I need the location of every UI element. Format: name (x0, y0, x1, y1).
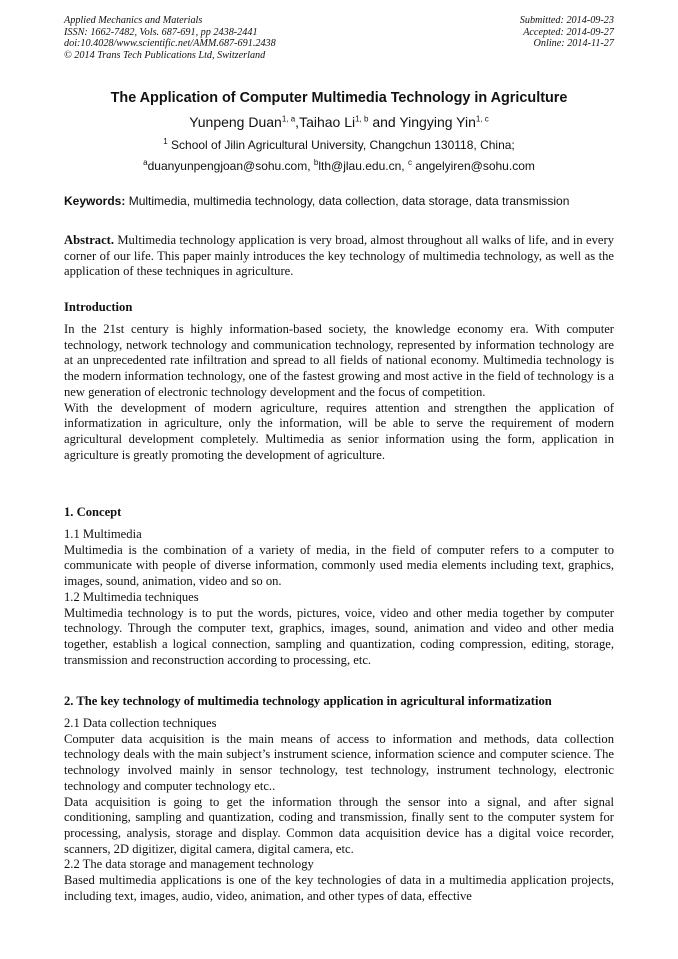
publication-dates (520, 15, 614, 50)
email-c-sup: c (407, 158, 412, 167)
doi: doi:10.4028/www.scientific.net/AMM.687-691.2438 (64, 38, 276, 50)
introduction-paragraph-2: With the development of modern agriculture, requires attention and strengthen the application of informatization in agriculture, only the information, will be able to serve the requirement of modern agricultural development completely. Multimedia as senior information using the form, application in agriculture is greatly promoting the development of agriculture. (64, 400, 614, 462)
introduction-heading: Introduction (64, 300, 133, 314)
author-2: Taihao Li (299, 114, 356, 130)
key-technology-section (64, 716, 614, 904)
author-emails (0, 159, 678, 173)
affiliation-sup: 1 (163, 137, 168, 146)
concept-section (64, 527, 614, 668)
data-collection-paragraph-1: Computer data acquisition is the main means of access to information and methods, data collection technology deals with the main subject’s instrument science, information science and computer science. The technology involved mainly in sensor technology, test technology, instrument technology, electronic technology and computer technology etc.. (64, 731, 614, 793)
abstract (64, 233, 614, 280)
keywords-text: Multimedia, multimedia technology, data collection, data storage, data transmission (128, 194, 570, 208)
concept-heading: 1. Concept (64, 505, 122, 519)
author-2-sup: 1, b (355, 114, 369, 124)
submitted-date: Submitted: 2014-09-23 (519, 15, 614, 26)
journal-name: Applied Mechanics and Materials (64, 15, 203, 26)
affiliation-text: School of Jilin Agricultural University, Changchun 130118, China; (171, 138, 515, 152)
author-3-sup: 1, c (475, 114, 489, 124)
keywords-label: Keywords: (64, 194, 126, 208)
email-a[interactable]: duanyunpengjoan@sohu.com, (147, 159, 311, 173)
author-list (0, 114, 678, 130)
key-technology-heading: 2. The key technology of multimedia technology application in agricultural informatization (64, 694, 552, 708)
author-3: Yingying Yin (399, 114, 476, 130)
email-b[interactable]: lth@jlau.edu.cn, (318, 159, 405, 173)
multimedia-paragraph: Multimedia is the combination of a variety of media, in the field of computer refers to a computer to communicate with people of diverse information, commonly used media elements including text, graphics, images, sound, animation, video and so on. (64, 542, 614, 589)
journal-info (64, 15, 276, 61)
data-storage-subheading: 2.2 The data storage and management technology (64, 857, 314, 872)
data-storage-paragraph: Based multimedia applications is one of the key technologies of data in a multimedia application projects, including text, images, audio, video, animation, and other types of data, effective (64, 873, 614, 903)
email-b-sup: b (313, 158, 319, 167)
copyright: © 2014 Trans Tech Publications Ltd, Switzerland (64, 49, 266, 61)
multimedia-subheading: 1.1 Multimedia (64, 527, 142, 541)
author-separator: , (295, 114, 300, 130)
email-c[interactable]: angelyiren@sohu.com (415, 159, 535, 173)
issn: ISSN: 1662-7482, Vols. 687-691, pp 2438-2441 (64, 26, 258, 38)
author-and: and (372, 114, 396, 130)
email-a-sup: a (143, 158, 148, 167)
introduction-section (64, 322, 614, 463)
online-date: Online: 2014-11-27 (533, 38, 614, 50)
keywords (64, 194, 624, 208)
author-1: Yunpeng Duan (189, 114, 282, 130)
multimedia-techniques-subheading: 1.2 Multimedia techniques (64, 589, 199, 604)
abstract-label: Abstract. (64, 233, 115, 247)
multimedia-techniques-paragraph: Multimedia technology is to put the words, pictures, voice, video and other media together by computer technology. Through the computer text, graphics, images, sound, animation and video and other media together, establish a logical connection, sampling and quantization, coding compression, editing, storage, transmission and reconstruction according to processing, etc. (64, 605, 614, 667)
data-collection-paragraph-2: Data acquisition is going to get the information through the sensor into a signal, and after signal conditioning, sampling and quantization, coding and transmission, finally sent to the computer system for processing, analysis, storage and display. Common data acquisition device has a digital voice recorder, scanners, 2D digitizer, digital camera, digital camera, etc. (64, 794, 614, 856)
data-collection-subheading: 2.1 Data collection techniques (64, 716, 217, 730)
affiliation (0, 138, 678, 152)
paper-title: The Application of Computer Multimedia Technology in Agriculture (110, 90, 568, 106)
abstract-text: Multimedia technology application is very broad, almost throughout all walks of life, and in every corner of our life. This paper mainly introduces the key technology of multimedia technology, as well as the application of these techniques in agriculture. (64, 233, 614, 279)
accepted-date: Accepted: 2014-09-27 (523, 26, 614, 38)
introduction-paragraph-1: In the 21st century is highly information-based society, the knowledge economy era. With computer technology, network technology and communication technology, represented by information technology are at an unprecedented rate infiltration and spread to all fields of national economy. Multimedia technology is the modern information technology, one of the fastest growing and most active in the field of technology is a new generation of electronic technology development and the focus of competition. (64, 322, 614, 399)
author-1-sup: 1, a (281, 114, 296, 124)
